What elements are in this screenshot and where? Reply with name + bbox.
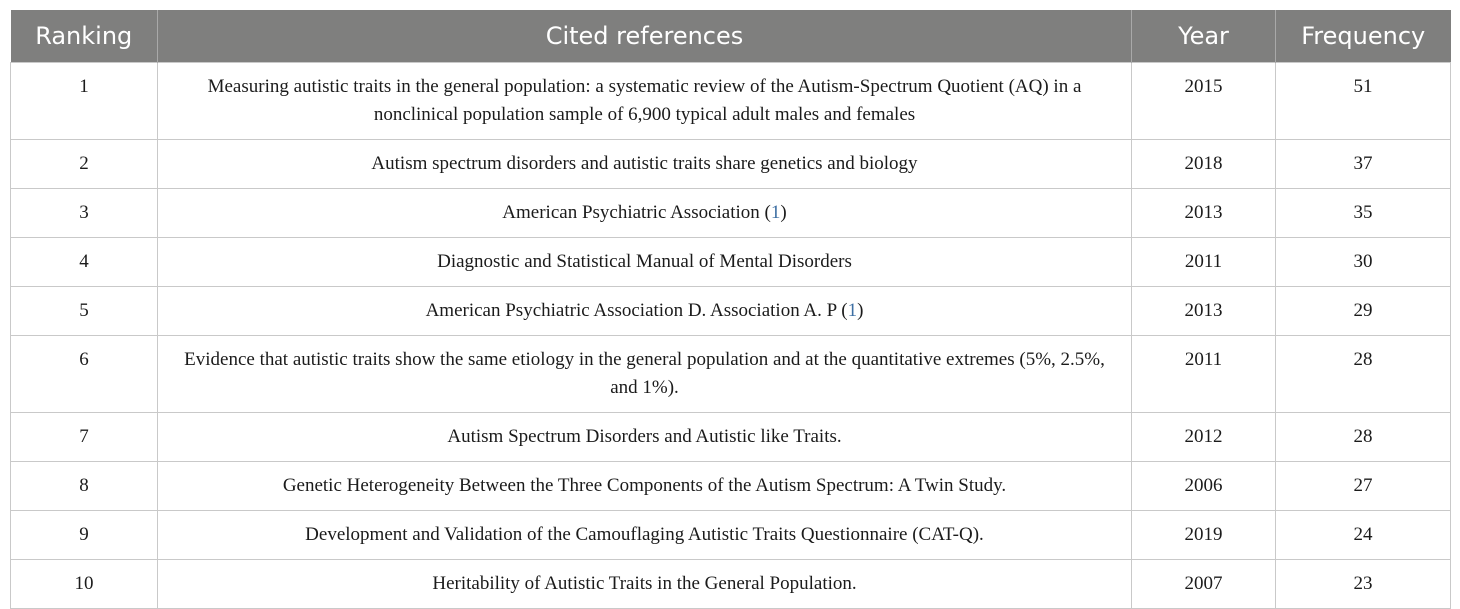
reference-cell: Autism spectrum disorders and autistic traits share genetics and biology — [158, 140, 1132, 189]
reference-text: American Psychiatric Association ( — [502, 202, 771, 223]
year-cell: 2007 — [1132, 560, 1276, 609]
table-row — [11, 63, 1451, 140]
header-cited-references: Cited references — [158, 10, 1132, 63]
reference-cell — [158, 189, 1132, 238]
ranking-cell: 5 — [11, 287, 158, 336]
reference-text-end: ) — [780, 202, 787, 223]
ranking-cell: 6 — [11, 336, 158, 413]
table-row — [11, 462, 1451, 511]
header-frequency: Frequency — [1276, 10, 1451, 63]
frequency-cell: 27 — [1276, 462, 1451, 511]
table-header — [11, 10, 1451, 63]
reference-text: American Psychiatric Association D. Association A. P ( — [425, 300, 848, 321]
year-cell: 2011 — [1132, 238, 1276, 287]
reference-cell: Evidence that autistic traits show the same etiology in the general population and at the quantitative extremes (5%, 2.5%, and 1%). — [158, 336, 1132, 413]
frequency-cell: 51 — [1276, 63, 1451, 140]
reference-cell: Development and Validation of the Camouflaging Autistic Traits Questionnaire (CAT-Q). — [158, 511, 1132, 560]
year-cell: 2011 — [1132, 336, 1276, 413]
year-cell: 2013 — [1132, 287, 1276, 336]
reference-cell: Autism Spectrum Disorders and Autistic like Traits. — [158, 413, 1132, 462]
reference-cell: Measuring autistic traits in the general population: a systematic review of the Autism-Spectrum Quotient (AQ) in a nonclinical population sample of 6,900 typical adult males and females — [158, 63, 1132, 140]
ranking-cell: 1 — [11, 63, 158, 140]
frequency-cell: 30 — [1276, 238, 1451, 287]
year-cell: 2019 — [1132, 511, 1276, 560]
citation-link[interactable]: 1 — [847, 300, 858, 321]
header-ranking: Ranking — [11, 10, 158, 63]
ranking-cell: 4 — [11, 238, 158, 287]
year-cell: 2006 — [1132, 462, 1276, 511]
reference-text-end: ) — [857, 300, 864, 321]
frequency-cell: 28 — [1276, 336, 1451, 413]
table-row — [11, 511, 1451, 560]
year-cell: 2012 — [1132, 413, 1276, 462]
ranking-cell: 3 — [11, 189, 158, 238]
header-row — [11, 10, 1451, 63]
frequency-cell: 23 — [1276, 560, 1451, 609]
ranking-cell: 10 — [11, 560, 158, 609]
header-year: Year — [1132, 10, 1276, 63]
table-row — [11, 413, 1451, 462]
table-row — [11, 336, 1451, 413]
table-row — [11, 238, 1451, 287]
cited-references-table-container — [10, 10, 1450, 609]
ranking-cell: 2 — [11, 140, 158, 189]
table-row — [11, 560, 1451, 609]
table-row — [11, 140, 1451, 189]
year-cell: 2013 — [1132, 189, 1276, 238]
reference-cell — [158, 287, 1132, 336]
reference-cell: Heritability of Autistic Traits in the General Population. — [158, 560, 1132, 609]
ranking-cell: 9 — [11, 511, 158, 560]
year-cell: 2015 — [1132, 63, 1276, 140]
year-cell: 2018 — [1132, 140, 1276, 189]
table-row — [11, 287, 1451, 336]
reference-cell: Genetic Heterogeneity Between the Three Components of the Autism Spectrum: A Twin Study. — [158, 462, 1132, 511]
citation-link[interactable]: 1 — [770, 202, 781, 223]
frequency-cell: 28 — [1276, 413, 1451, 462]
table-body — [11, 63, 1451, 609]
frequency-cell: 37 — [1276, 140, 1451, 189]
frequency-cell: 24 — [1276, 511, 1451, 560]
reference-cell: Diagnostic and Statistical Manual of Mental Disorders — [158, 238, 1132, 287]
frequency-cell: 35 — [1276, 189, 1451, 238]
ranking-cell: 7 — [11, 413, 158, 462]
table-row — [11, 189, 1451, 238]
ranking-cell: 8 — [11, 462, 158, 511]
frequency-cell: 29 — [1276, 287, 1451, 336]
cited-references-table — [10, 10, 1451, 609]
